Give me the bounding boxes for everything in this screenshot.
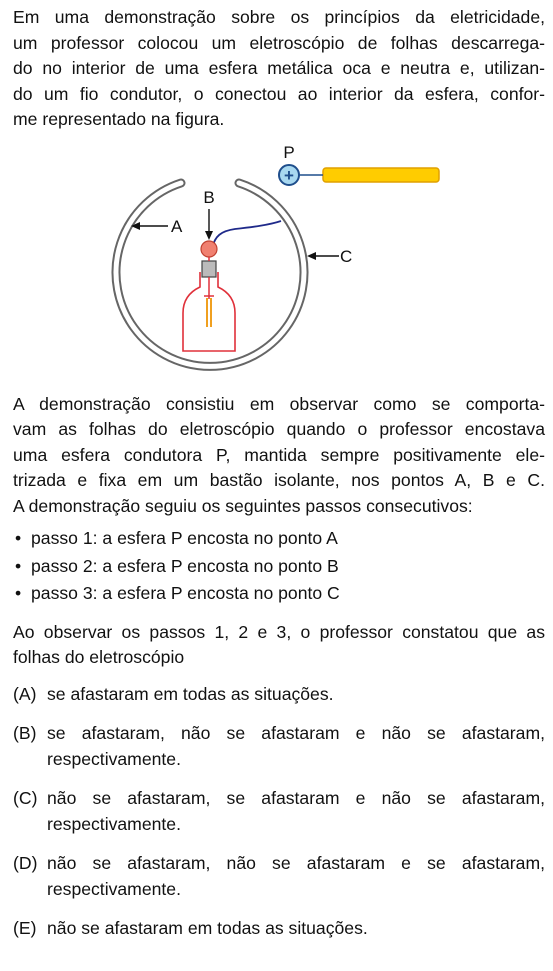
step-text: passo 1: a esfera P encosta no ponto A: [31, 528, 338, 548]
label-p: P: [283, 142, 295, 162]
option-text-line: respectivamente.: [47, 748, 181, 769]
electroscope-stopper: [202, 261, 216, 277]
option-text-line: se afastaram, não se afastaram e não se afastaram,: [47, 723, 545, 743]
demonstration-paragraph: [13, 392, 545, 520]
electroscope-knob: [201, 241, 217, 257]
demo-line: uma esfera condutora P, mantida sempre positivamente ele-: [13, 444, 545, 465]
intro-line: um professor colocou um eletroscópio de folhas descarrega-: [13, 32, 545, 53]
option-letter: (D): [13, 853, 38, 873]
bullet: •: [15, 555, 22, 576]
option-text-line: não se afastaram, não se afastaram e se afastaram,: [47, 853, 545, 873]
option-c[interactable]: [13, 786, 545, 837]
list-item: [13, 580, 545, 608]
intro-line: Em uma demonstração sobre os princípios da eletricidade,: [13, 7, 545, 27]
option-text: se afastaram em todas as situações.: [47, 683, 334, 704]
list-item: [13, 525, 545, 553]
demo-line: trizada e fixa em um bastão isolante, nos pontos A, B e C.: [13, 470, 545, 490]
option-b[interactable]: [13, 721, 545, 772]
intro-line: me representado na figura.: [13, 109, 225, 129]
option-text: não se afastaram em todas as situações.: [47, 918, 368, 938]
insulating-rod: [323, 168, 439, 182]
question-line: Ao observar os passos 1, 2 e 3, o professor constatou que as: [13, 621, 545, 642]
option-text-line: respectivamente.: [47, 878, 181, 899]
conducting-wire: [212, 221, 281, 248]
option-letter: (B): [13, 723, 37, 743]
question-line: folhas do eletroscópio: [13, 647, 185, 667]
sphere-p-charge: +: [284, 165, 294, 185]
bullet: •: [15, 528, 22, 548]
step-text: passo 3: a esfera P encosta no ponto C: [31, 583, 340, 603]
option-letter: (A): [13, 683, 37, 704]
label-b: B: [203, 187, 215, 207]
option-text-line: respectivamente.: [47, 813, 181, 834]
demo-line: A demonstração consistiu em observar como se comporta-: [13, 393, 545, 414]
demo-line: A demonstração seguiu os seguintes passos consecutivos:: [13, 495, 473, 516]
intro-line: do no interior de uma esfera metálica oca e neutra e, utilizan-: [13, 58, 545, 78]
question-page: [13, 5, 545, 942]
option-text: [47, 721, 545, 772]
option-a[interactable]: [13, 682, 545, 708]
steps-list: [13, 525, 545, 608]
option-e[interactable]: [13, 916, 545, 942]
option-text: [47, 786, 545, 837]
list-item: [13, 553, 545, 581]
intro-paragraph: [13, 5, 545, 133]
demo-line: vam as folhas do eletroscópio quando o professor encostava: [13, 419, 545, 439]
electroscope-diagram: [13, 141, 545, 386]
label-a: A: [171, 216, 183, 236]
option-d[interactable]: [13, 851, 545, 902]
question-stem: [13, 620, 545, 671]
option-text: [47, 851, 545, 902]
arrow-c-head: [307, 252, 316, 260]
option-text-line: não se afastaram, se afastaram e não se afastaram,: [47, 788, 545, 808]
label-c: C: [340, 246, 353, 266]
arrow-b-head: [205, 231, 213, 240]
bullet: •: [15, 583, 22, 603]
step-text: passo 2: a esfera P encosta no ponto B: [31, 555, 339, 576]
electroscope-figure: [13, 141, 545, 386]
option-letter: (C): [13, 788, 38, 808]
option-letter: (E): [13, 918, 37, 938]
intro-line: do um fio condutor, o conectou ao interior da esfera, confor-: [13, 83, 545, 104]
